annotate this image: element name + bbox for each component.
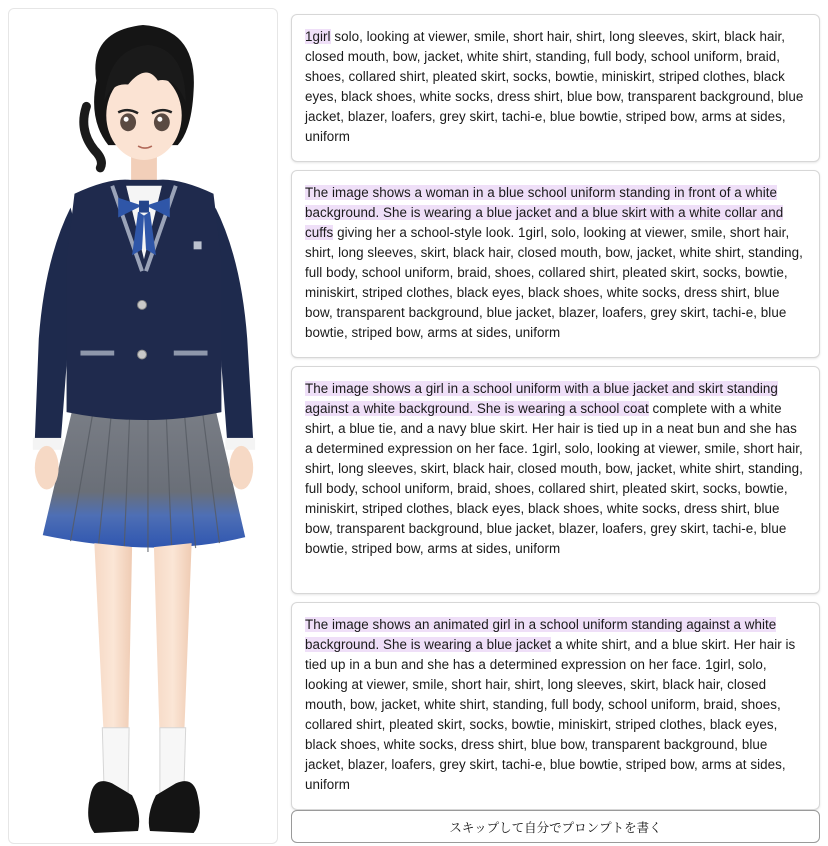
character-image (8, 8, 278, 844)
suggestion-text: giving her a school-style look. 1girl, solo, looking at viewer, smile, short hair, shirt, long sleeves, skirt, black hair, closed mouth, bow, jacket, white shirt, standing, full body, school uniform, braid, shoes, collared shirt, pleated skirt, socks, bowtie, miniskirt, striped clothes, black eyes, black shoes, white socks, dress shirt, blue bow, transparent background, blue jacket, blazer, loafers, grey skirt, tachi-e, blue bowtie, striped bow, arms at sides, uniform (305, 225, 803, 340)
suggestion-card[interactable] (291, 602, 820, 810)
suggestion-text: a white shirt, and a blue skirt. Her hair is tied up in a bun and she has a determined expression on her face. 1girl, solo, looking at viewer, smile, short hair, shirt, long sleeves, skirt, black hair, closed mouth, bow, jacket, white shirt, standing, full body, school uniform, braid, shoes, collared shirt, pleated skirt, socks, bowtie, miniskirt, striped clothes, black eyes, black shoes, white socks, dress shirt, blue bow, transparent background, blue jacket, blazer, loafers, grey skirt, tachi-e, blue bowtie, striped bow, arms at sides, uniform (305, 637, 796, 792)
suggestion-highlight: 1girl (305, 29, 331, 44)
suggestion-text: solo, looking at viewer, smile, short hair, shirt, long sleeves, skirt, black hair, closed mouth, bow, jacket, white shirt, standing, full body, school uniform, braid, shoes, collared shirt, pleated skirt, socks, bowtie, miniskirt, striped clothes, black eyes, black shoes, white socks, dress shirt, blue bow, transparent background, blue jacket, blazer, loafers, grey skirt, tachi-e, blue bowtie, striped bow, arms at sides, uniform (305, 29, 804, 144)
suggestion-card[interactable] (291, 14, 820, 162)
suggestion-card[interactable] (291, 366, 820, 594)
suggestion-highlight: The image shows a woman in a blue school uniform standing in front of a white background. She is wearing a blue jacket and a blue skirt with a white collar and cuffs (305, 185, 784, 240)
skip-write-own-prompt-button[interactable]: スキップして自分でプロンプトを書く (291, 810, 820, 843)
suggestion-card[interactable] (291, 170, 820, 358)
suggestion-text: complete with a white shirt, a blue tie, and a navy blue skirt. Her hair is tied up in a neat bun and she has a determined expression on her face. 1girl, solo, looking at viewer, smile, short hair, shirt, long sleeves, skirt, black hair, closed mouth, bow, jacket, white shirt, standing, full body, school uniform, braid, shoes, collared shirt, pleated skirt, socks, bowtie, miniskirt, striped clothes, black eyes, black shoes, white socks, dress shirt, blue bow, transparent background, blue jacket, blazer, loafers, grey skirt, tachi-e, blue bowtie, striped bow, arms at sides, uniform (305, 401, 803, 556)
suggestion-highlight: The image shows an animated girl in a school uniform standing against a white background. She is wearing a blue jacket (305, 617, 777, 652)
anime-girl-illustration (9, 9, 277, 843)
suggestion-highlight: The image shows a girl in a school uniform with a blue jacket and skirt standing against a white background. She is wearing a school coat (305, 381, 778, 416)
